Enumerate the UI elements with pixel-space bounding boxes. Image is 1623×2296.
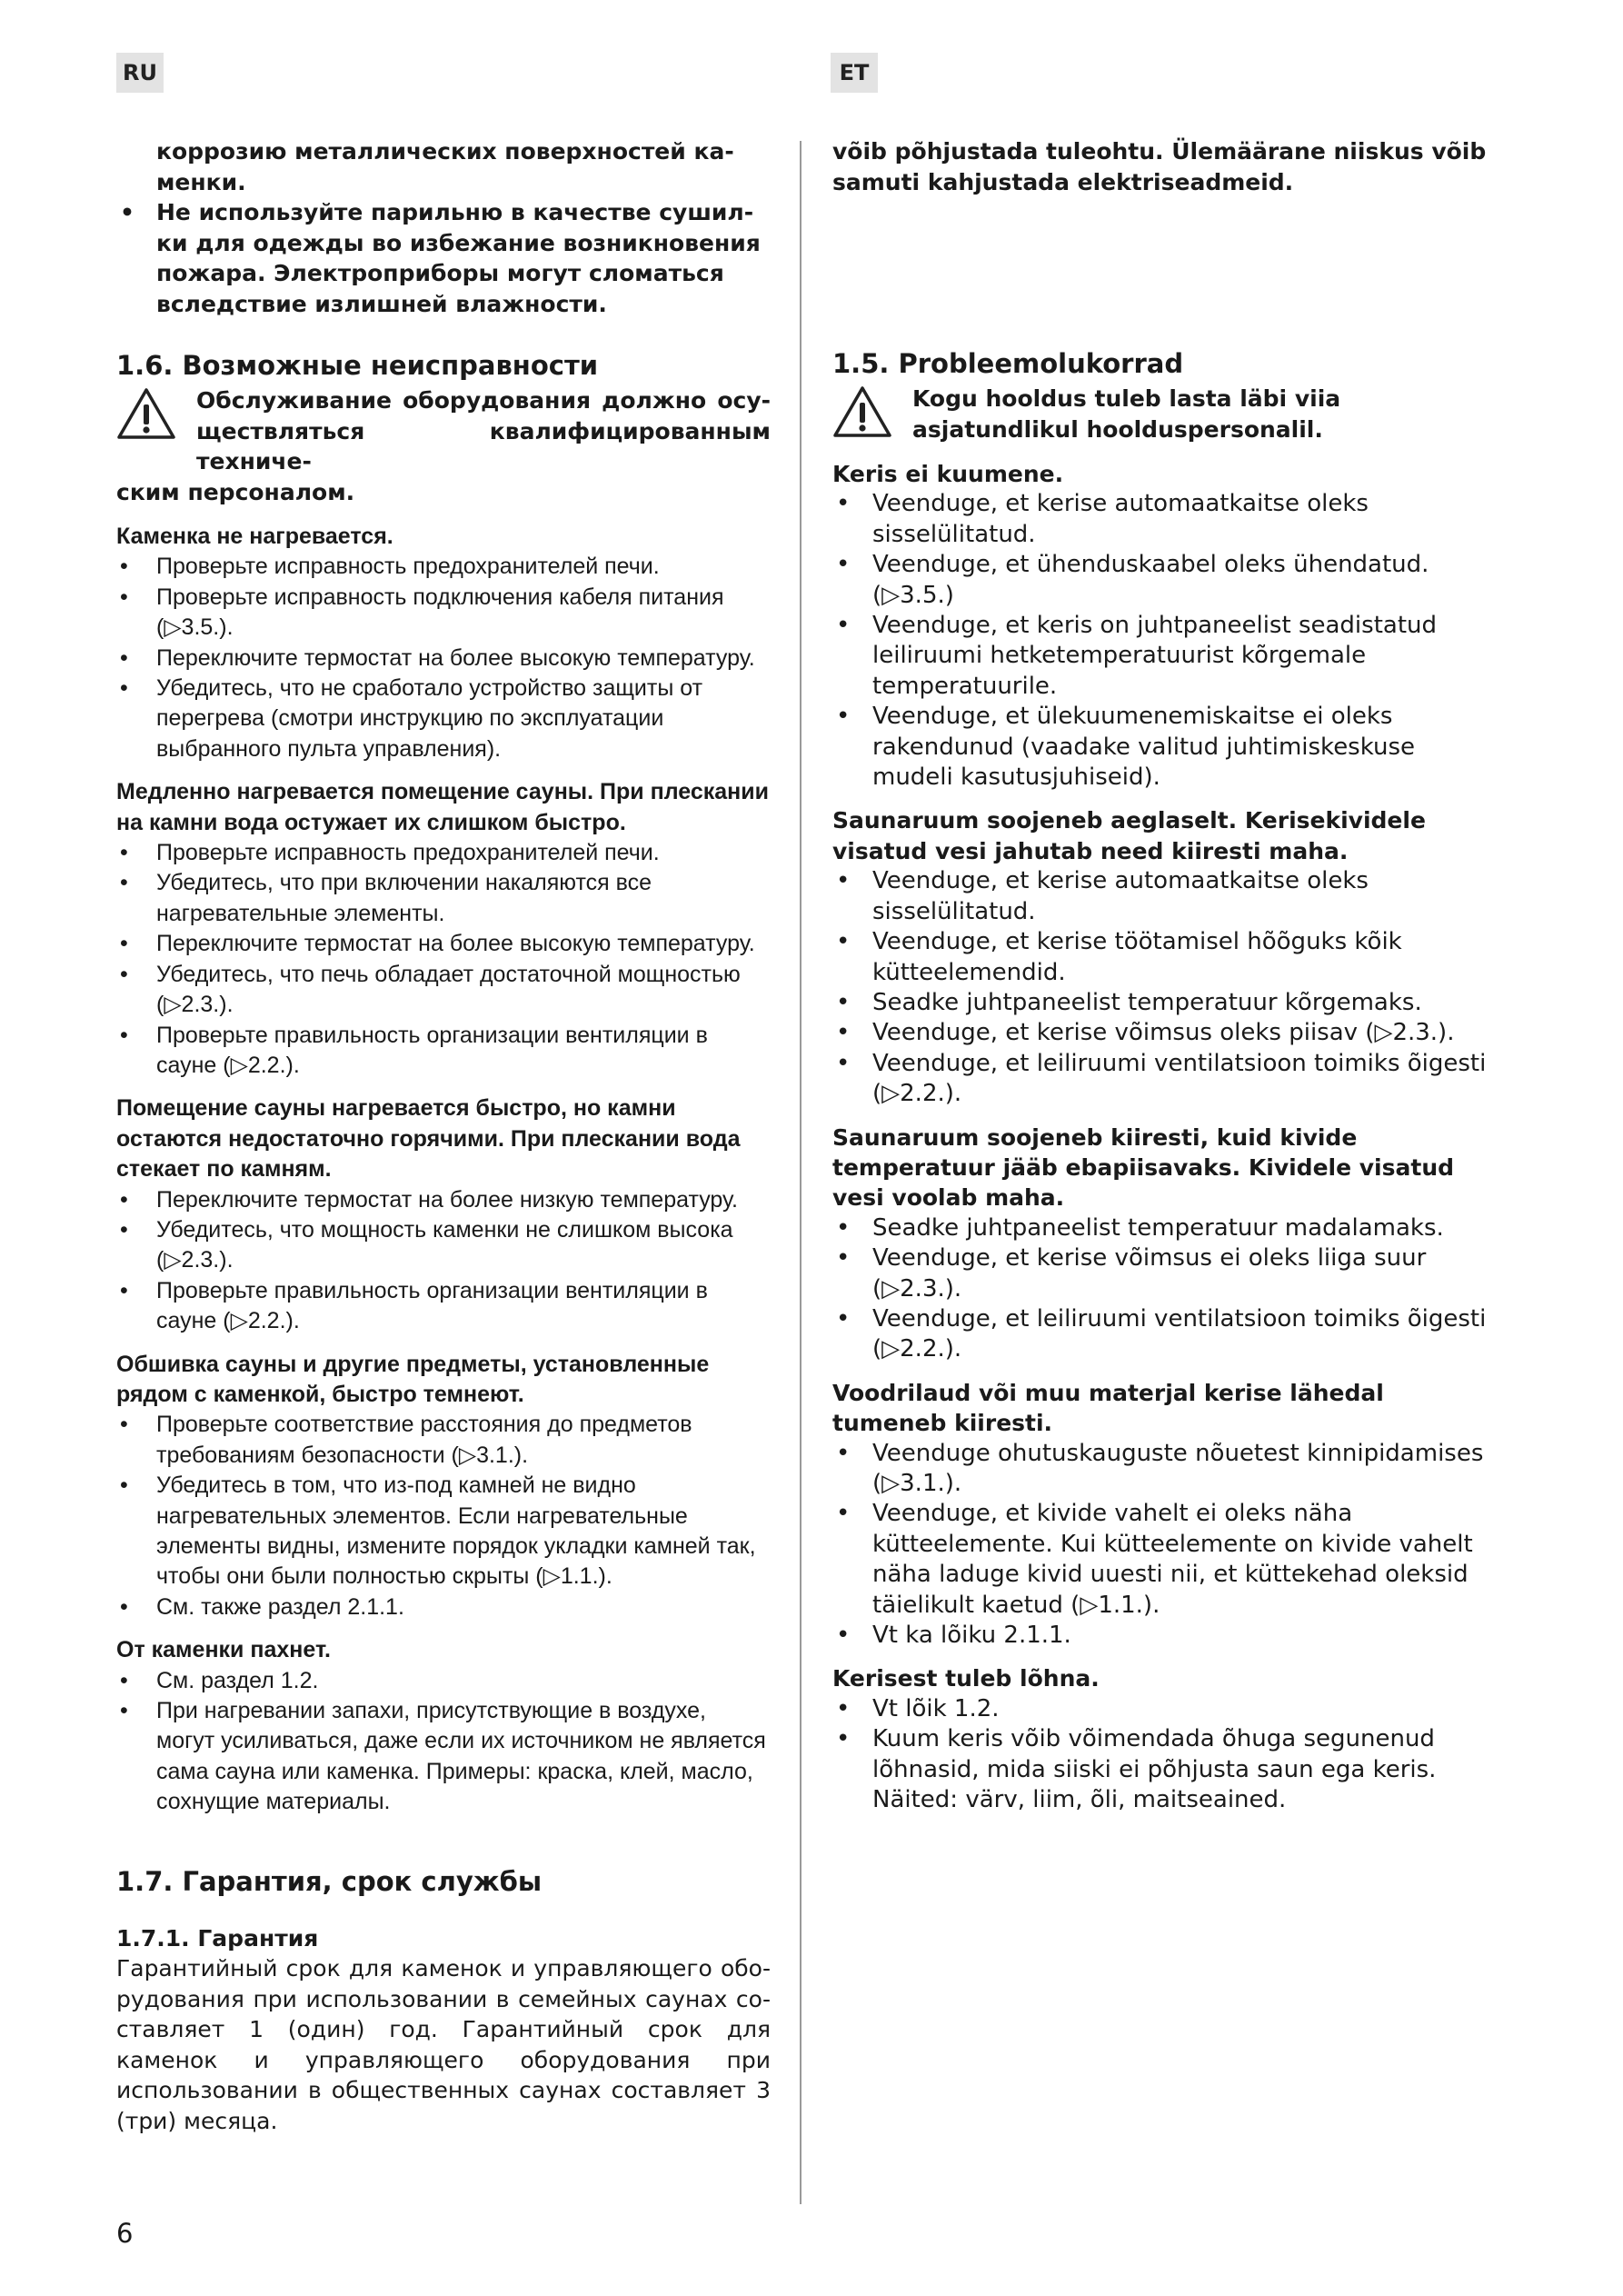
list-item: • Убедитесь, что печь обладает достаточной мощностью (▷2.3.). [116,960,771,1021]
warning-icon [832,385,892,438]
problem-heading: Каменка не нагревается. [116,524,393,549]
list-item: • Seadke juhtpaneelist temperatuur kõrgemaks. [832,988,1487,1018]
solution-list [832,866,1487,1109]
list-item: • Veenduge, et kerise võimsus oleks piisav (▷2.3.). [832,1018,1487,1048]
warning-block [832,384,1487,444]
list-item: • Убедитесь в том, что из-под камней не видно нагревательных элементов. Если нагревательные элементы видны, измените порядок укладки камней так, чтобы они были полностью скрыты (▷1.1.). [116,1471,771,1592]
list-item: • Veenduge ohutuskauguste nõuetest kinnipidamises (▷3.1.). [832,1439,1487,1500]
section-title-1-5: 1.5. Probleemolukorrad [832,348,1184,379]
solution-list [116,1666,771,1818]
list-item: • Проверьте соответствие расстояния до предметов требованиям безопасности (▷3.1.). [116,1410,771,1471]
list-item: • Veenduge, et kerise automaatkaitse oleks sisselülitatud. [832,489,1487,550]
solution-list [832,1439,1487,1652]
list-item: • Проверьте исправность подключения кабеля питания (▷3.5.). [116,583,771,644]
problem-heading: От каменки пахнет. [116,1637,331,1663]
problem-heading: Saunaruum soojeneb aeglaselt. Kerisekividele visatud vesi jahutab need kiiresti maha. [832,807,1426,864]
list-item: • Переключите термостат на более высокую температуру. [116,929,771,959]
list-item: • Не используйте парильню в качестве сушил-ки для одежды во избежание возникновения пожара. Электроприборы могут сломаться вследствие излишней влажности. [116,197,771,319]
intro-bullet-list [116,197,771,319]
list-item: • Переключите термостат на более низкую температуру. [116,1185,771,1215]
list-item: • См. также раздел 2.1.1. [116,1592,771,1622]
list-item: • Veenduge, et leiliruumi ventilatsioon toimiks õigesti (▷2.2.). [832,1304,1487,1365]
list-item: • Vt lõik 1.2. [832,1694,1487,1724]
problem-heading: Kerisest tuleb lõhna. [832,1665,1100,1692]
list-item: • См. раздел 1.2. [116,1666,771,1696]
solution-list [116,1410,771,1622]
list-item: • Kuum keris võib võimendada õhuga segunenud lõhnasid, mida siiski ei põhjusta saun ega keris. Näited: värv, liim, õli, maitseained. [832,1724,1487,1815]
warning-text-continued: ским персоналом. [116,478,355,505]
list-item: • Veenduge, et ülekuumenemiskaitse ei oleks rakendunud (vaadake valitud juhtimiskeskuse mudeli kasutusjuhiseid). [832,702,1487,793]
language-tag-et: ET [831,53,878,93]
warning-text: Обслуживание оборудования должно осу-ществляться квалифицированным техниче- [196,387,771,474]
problem-heading: Помещение сауны нагревается быстро, но камни остаются недостаточно горячими. При плескании вода стекает по камням. [116,1095,741,1183]
list-item: • Проверьте правильность организации вентиляции в сауне (▷2.2.). [116,1021,771,1082]
problem-heading: Обшивка сауны и другие предметы, установленные рядом с каменкой, быстро темнеют. [116,1351,710,1407]
problem-heading: Saunaruum soojeneb kiiresti, kuid kivide temperatuur jääb ebapiisavaks. Kividele visatud vesi voolab maha. [832,1123,1455,1212]
subsection-title-1-7-1: 1.7.1. Гарантия [116,1924,319,1952]
list-item: • Убедитесь, что при включении накаляются все нагревательные элементы. [116,868,771,929]
list-item: • Veenduge, et kivide vahelt ei oleks näha kütteelemente. Kui kütteelemente on kivide vahelt näha laduge kivid uuesti nii, et küttekehad oleksid täielikult kaetud (▷1.1.). [832,1499,1487,1621]
section-title-1-6: 1.6. Возможные неисправности [116,350,599,381]
warning-block [116,385,771,507]
solution-list [116,1185,771,1337]
section-title-1-7: 1.7. Гарантия, срок службы [116,1865,543,1897]
list-item: • Убедитесь, что не сработало устройство защиты от перегрева (смотри инструкцию по эксплуатации выбранного пульта управления). [116,674,771,764]
list-item: • Переключите термостат на более высокую температуру. [116,644,771,674]
column-divider [800,141,802,2204]
solution-list [832,1694,1487,1816]
list-item: • Veenduge, et kerise automaatkaitse oleks sisselülitatud. [832,866,1487,927]
solution-list [832,1213,1487,1365]
list-item: • Seadke juhtpaneelist temperatuur madalamaks. [832,1213,1487,1243]
list-item: • Проверьте правильность организации вентиляции в сауне (▷2.2.). [116,1276,771,1337]
list-item: • Veenduge, et ühenduskaabel oleks ühendatud. (▷3.5.) [832,550,1487,611]
list-item: • Vt ka lõiku 2.1.1. [832,1621,1487,1651]
warranty-text: Гарантийный срок для каменок и управляющего обо-рудования при использовании в семейных саунах со-ставляет 1 (один) год. Гарантийный срок для каменок и управляющего оборудования при использовании в общественных саунах составляет 3 (три) месяца. [116,1955,771,2135]
solution-list [116,838,771,1081]
warning-text: Kogu hooldus tuleb lasta läbi viia asjatundlikul hoolduspersonalil. [912,385,1341,443]
list-item: • Проверьте исправность предохранителей печи. [116,838,771,868]
problem-heading: Keris ei kuumene. [832,461,1064,487]
problem-heading: Медленно нагревается помещение сауны. При плескании на камни вода остужает их слишком быстро. [116,779,769,835]
language-tag-ru: RU [116,53,164,93]
problem-heading: Voodrilaud või muu materjal kerise lähedal tumeneb kiiresti. [832,1379,1384,1437]
list-item: • Убедитесь, что мощность каменки не слишком высока (▷2.3.). [116,1215,771,1276]
list-item: • Проверьте исправность предохранителей печи. [116,552,771,582]
list-item: • Veenduge, et keris on juhtpaneelist seadistatud leiliruumi hetketemperatuurist kõrgemale temperatuurile. [832,611,1487,702]
page-number: 6 [116,2218,134,2249]
solution-list [832,489,1487,793]
list-item: • При нагревании запахи, присутствующие в воздухе, могут усиливаться, даже если их источником не является сама сауна или каменка. Примеры: краска, клей, масло, сохнущие материалы. [116,1696,771,1818]
column-et [832,136,1487,1815]
column-ru [116,136,771,2137]
intro-continuation: коррозию металлических поверхностей ка-менки. [156,138,734,195]
solution-list [116,552,771,764]
warning-icon [116,387,176,440]
list-item: • Veenduge, et kerise töötamisel hõõguks kõik kütteelemendid. [832,927,1487,988]
list-item: • Veenduge, et leiliruumi ventilatsioon toimiks õigesti (▷2.2.). [832,1049,1487,1110]
list-item: • Veenduge, et kerise võimsus ei oleks liiga suur (▷2.3.). [832,1243,1487,1304]
intro-continuation: võib põhjustada tuleohtu. Ülemäärane niiskus võib samuti kahjustada elektriseadmeid. [832,138,1487,195]
